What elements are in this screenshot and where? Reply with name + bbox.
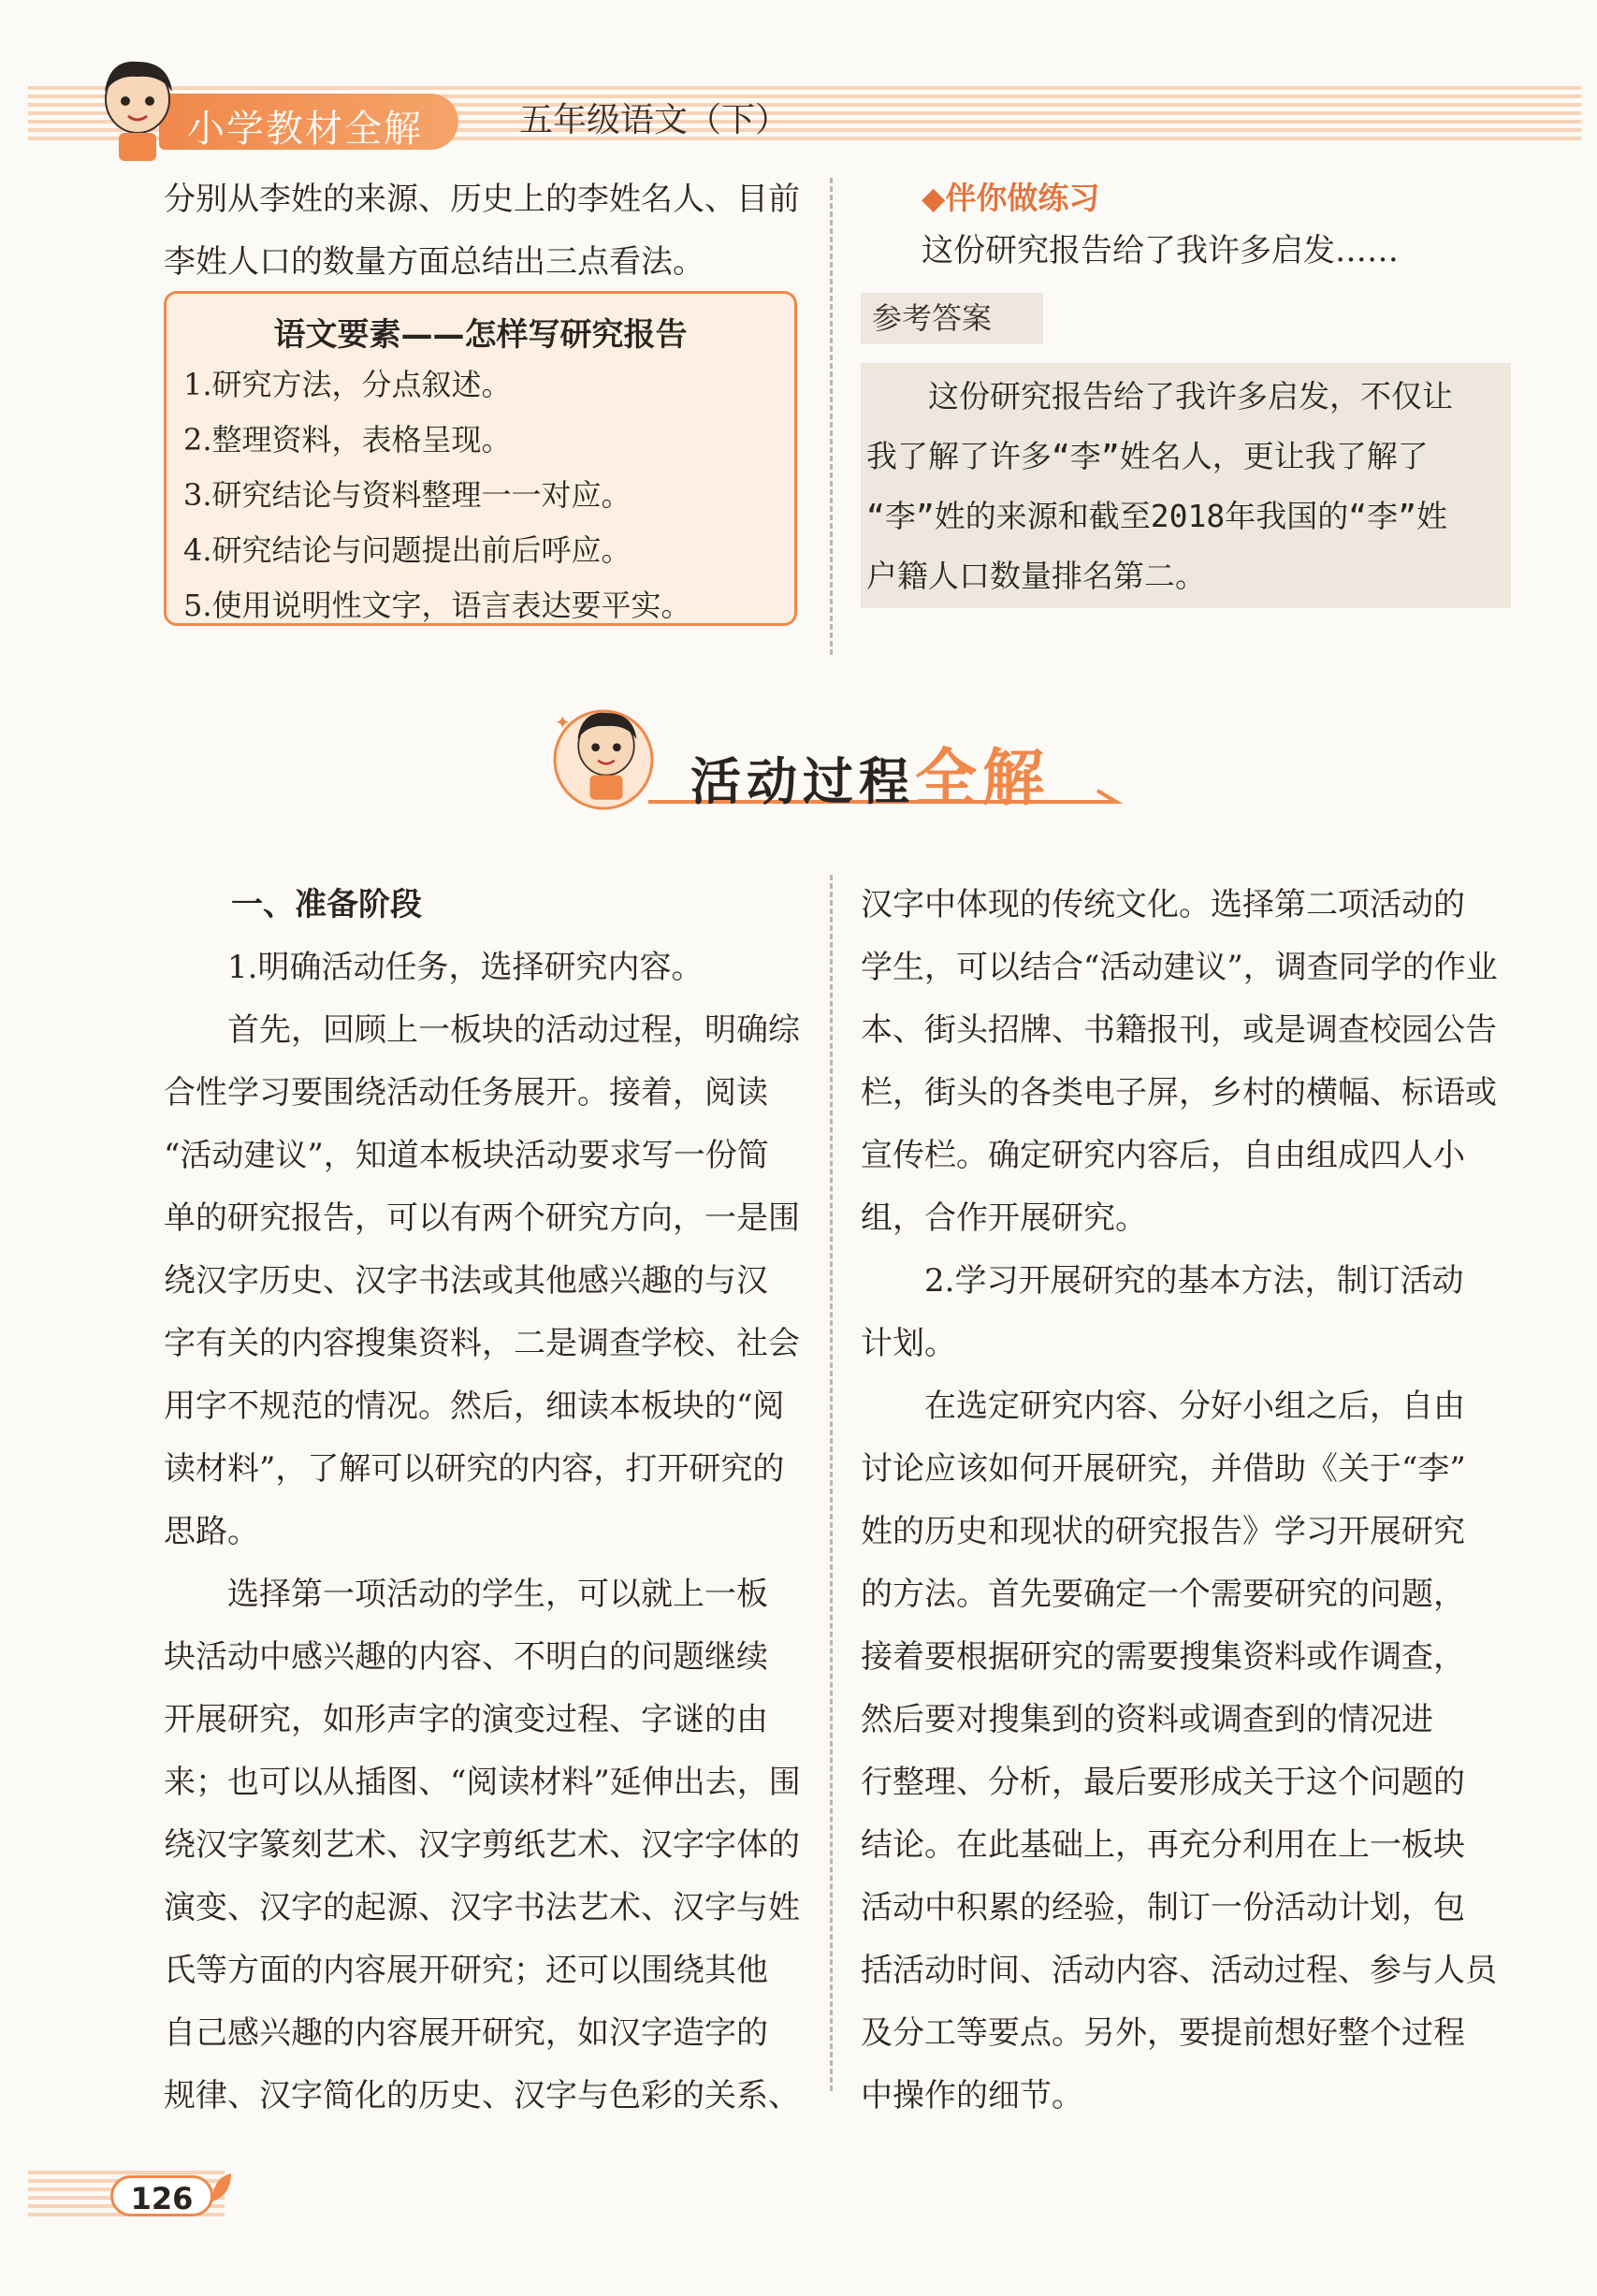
- left-top-continuation: [164, 168, 809, 294]
- text-line: 结论。在此基础上，再充分利用在上一板块: [861, 1826, 1465, 1864]
- list-item: 1.研究方法，分点叙述。: [183, 367, 512, 402]
- text-line: 及分工等要点。另外，要提前想好整个过程: [861, 2014, 1465, 2052]
- key-points-box: [164, 291, 797, 626]
- text-line: 学生，可以结合“活动建议”，调查同学的作业: [861, 949, 1498, 986]
- text-line: 演变、汉字的起源、汉字书法艺术、汉字与姓: [164, 1889, 800, 1926]
- series-title: 小学教材全解: [187, 108, 423, 151]
- svg-text:✦: ✦: [555, 711, 571, 734]
- page-number: 126: [110, 2175, 213, 2216]
- practice-prompt: 这份研究报告给了我许多启发……: [922, 232, 1399, 269]
- text-line: 选择第一项活动的学生，可以就上一板: [227, 1576, 768, 1613]
- text-line: 汉字中体现的传统文化。选择第二项活动的: [861, 886, 1465, 923]
- text-line: 分别从李姓的来源、历史上的李姓名人、目前: [164, 181, 800, 218]
- text-line: 本、街头招牌、书籍报刊，或是调查校园公告: [861, 1011, 1497, 1049]
- text-line: 1.明确活动任务，选择研究内容。: [227, 949, 704, 986]
- text-line: 组，合作开展研究。: [861, 1199, 1147, 1237]
- text-line: 姓的历史和现状的研究报告》学习开展研究: [861, 1513, 1465, 1550]
- text-line: 首先，回顾上一板块的活动过程，明确综: [227, 1011, 800, 1049]
- text-line: 活动中积累的经验，制订一份活动计划，包: [861, 1889, 1465, 1926]
- list-item: 2.整理资料，表格呈现。: [183, 422, 512, 458]
- text-line: 讨论应该如何开展研究，并借助《关于“李”: [861, 1450, 1466, 1488]
- left-column: [164, 874, 819, 2128]
- text-line: 括活动时间、活动内容、活动过程、参与人员: [861, 1952, 1497, 1989]
- text-line: 然后要对搜集到的资料或调查到的情况进: [861, 1701, 1433, 1738]
- answer-line: 我了解了许多“李”姓名人，更让我了解了: [866, 438, 1429, 474]
- mascot-boy-icon: [86, 54, 189, 167]
- text-line: 思路。: [164, 1513, 259, 1550]
- section-title-main: 活动过程: [690, 752, 915, 811]
- stage-heading: 一、准备阶段: [231, 886, 422, 923]
- answer-box: [861, 363, 1511, 608]
- section-title-accent: 全解: [915, 742, 1050, 814]
- text-line: 合性学习要围绕活动任务展开。接着，阅读: [164, 1074, 768, 1112]
- text-line: “活动建议”，知道本板块活动要求写一份简: [164, 1137, 769, 1174]
- list-item: 4.研究结论与问题提出前后呼应。: [183, 532, 632, 568]
- text-line: 行整理、分析，最后要形成关于这个问题的: [861, 1764, 1465, 1801]
- text-line: 读材料”，了解可以研究的内容，打开研究的: [164, 1450, 785, 1488]
- key-points-list: [183, 357, 691, 633]
- text-line: 中操作的细节。: [861, 2077, 1083, 2114]
- text-line: 氏等方面的内容展开研究；还可以围绕其他: [164, 1952, 768, 1989]
- text-line: 宣传栏。确定研究内容后，自由组成四人小: [861, 1137, 1465, 1174]
- text-line: 单的研究报告，可以有两个研究方向，一是围: [164, 1199, 800, 1237]
- column-divider-bottom: [830, 875, 833, 2091]
- text-line: 栏，街头的各类电子屏，乡村的横幅、标语或: [861, 1074, 1497, 1112]
- text-line: 来；也可以从插图、“阅读材料”延伸出去，围: [164, 1764, 801, 1801]
- text-line: 接着要根据研究的需要搜集资料或作调查，: [861, 1638, 1465, 1676]
- text-line: 绕汉字篆刻艺术、汉字剪纸艺术、汉字字体的: [164, 1826, 800, 1864]
- mascot-boy-icon: [559, 706, 653, 805]
- text-line: 李姓人口的数量方面总结出三点看法。: [164, 243, 704, 281]
- right-column: [861, 874, 1516, 2128]
- text-line: 2.学习开展研究的基本方法，制订活动: [924, 1262, 1464, 1300]
- column-divider-top: [830, 178, 833, 655]
- answer-label: 参考答案: [861, 293, 1043, 344]
- text-line: 用字不规范的情况。然后，细读本板块的“阅: [164, 1388, 785, 1425]
- text-line: 字有关的内容搜集资料，二是调查学校、社会: [164, 1325, 800, 1362]
- leaf-icon: [208, 2169, 236, 2206]
- grade-subject: 五年级语文（下）: [519, 101, 790, 139]
- answer-line: 户籍人口数量排名第二。: [866, 558, 1206, 594]
- list-item: 5.使用说明性文字，语言表达要平实。: [183, 588, 691, 623]
- practice-title: ◆伴你做练习: [922, 180, 1100, 216]
- answer-line: “李”姓的来源和截至2018年我国的“李”姓: [866, 498, 1447, 534]
- text-line: 的方法。首先要确定一个需要研究的问题，: [861, 1576, 1465, 1613]
- key-points-title: 语文要素——怎样写研究报告: [273, 316, 688, 354]
- text-line: 规律、汉字简化的历史、汉字与色彩的关系、: [164, 2077, 800, 2114]
- text-line: 计划。: [861, 1325, 956, 1362]
- text-line: 绕汉字历史、汉字书法或其他感兴趣的与汉: [164, 1262, 768, 1300]
- answer-line: 这份研究报告给了我许多启发，不仅让: [866, 378, 1453, 414]
- list-item: 3.研究结论与资料整理一一对应。: [183, 477, 632, 513]
- text-line: 块活动中感兴趣的内容、不明白的问题继续: [164, 1638, 768, 1676]
- section-title: [690, 728, 1050, 817]
- text-line: 开展研究，如形声字的演变过程、字谜的由: [164, 1701, 768, 1738]
- text-line: 自己感兴趣的内容展开研究，如汉字造字的: [164, 2014, 768, 2052]
- text-line: 在选定研究内容、分好小组之后，自由: [924, 1388, 1465, 1425]
